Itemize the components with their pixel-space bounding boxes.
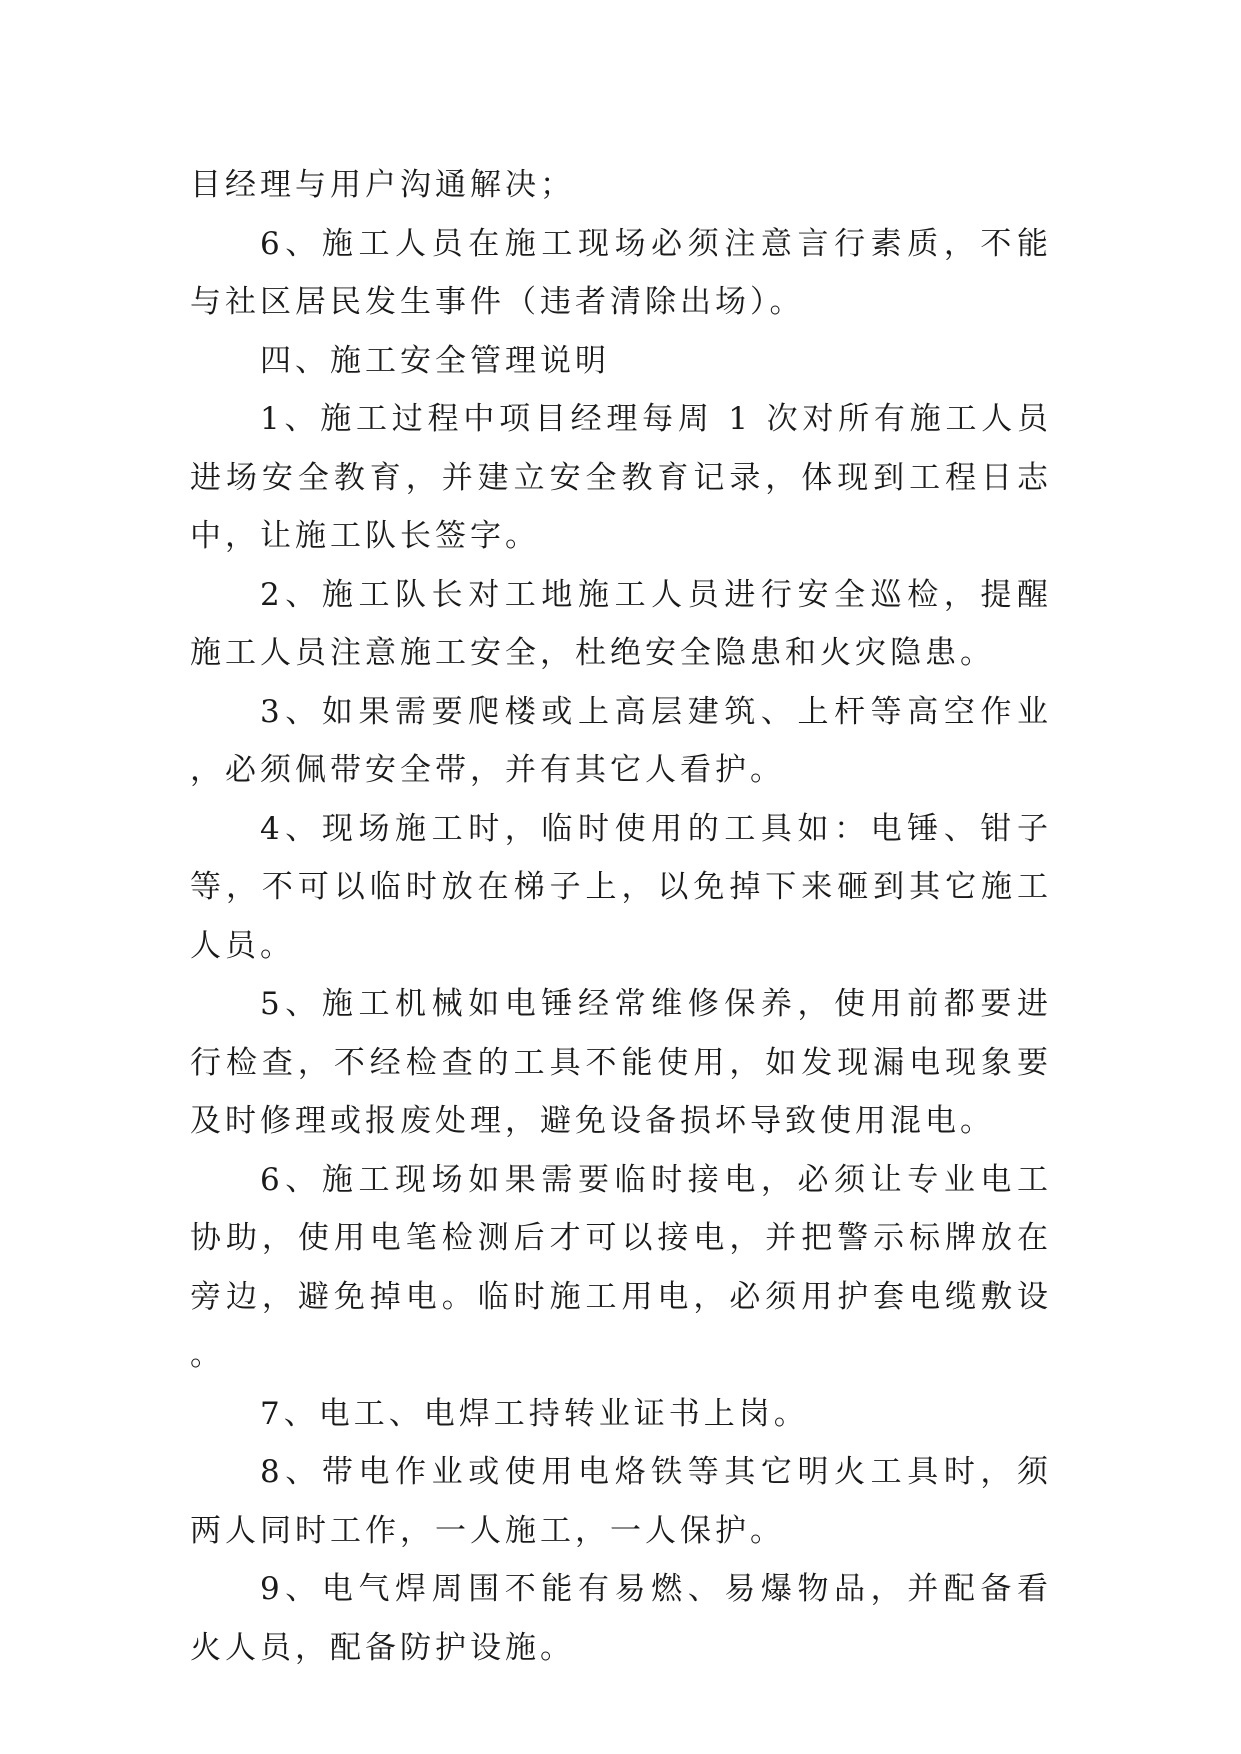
paragraph-item-6-conduct: 6、施工人员在施工现场必须注意言行素质，不能与社区居民发生事件（违者清除出场）。 <box>190 225 1052 320</box>
paragraph-item-8: 8、带电作业或使用电烙铁等其它明火工具时，须两人同时工作，一人施工，一人保护。 <box>190 1454 1052 1549</box>
paragraph-item-3: 3、如果需要爬楼或上高层建筑、上杆等高空作业，必须佩带安全带，并有其它人看护。 <box>190 693 1052 788</box>
paragraph-item-4: 4、现场施工时，临时使用的工具如：电锤、钳子等，不可以临时放在梯子上，以免掉下来砸到其它施工人员。 <box>190 810 1052 964</box>
paragraph-item-9: 9、电气焊周围不能有易燃、易爆物品，并配备看火人员，配备防护设施。 <box>190 1571 1052 1666</box>
paragraph-item-1: 1、施工过程中项目经理每周 1 次对所有施工人员进场安全教育，并建立安全教育记录，体现到工程日志中，让施工队长签字。 <box>190 401 1052 554</box>
section-heading-safety: 四、施工安全管理说明 <box>260 342 610 379</box>
paragraph-continuation: 目经理与用户沟通解决； <box>190 167 575 203</box>
paragraph-item-6: 6、施工现场如果需要临时接电，必须让专业电工协助，使用电笔检测后才可以接电，并把警示标牌放在旁边，避免掉电。临时施工用电，必须用护套电缆敷设。 <box>190 1161 1052 1373</box>
paragraph-item-7: 7、电工、电焊工持转业证书上岗。 <box>260 1395 809 1432</box>
paragraph-item-2: 2、施工队长对工地施工人员进行安全巡检，提醒施工人员注意施工安全，杜绝安全隐患和火灾隐患。 <box>190 576 1052 671</box>
paragraph-item-5: 5、施工机械如电锤经常维修保养，使用前都要进行检查，不经检查的工具不能使用，如发现漏电现象要及时修理或报废处理，避免设备损坏导致使用混电。 <box>190 986 1052 1139</box>
document-body <box>190 156 1052 1677</box>
